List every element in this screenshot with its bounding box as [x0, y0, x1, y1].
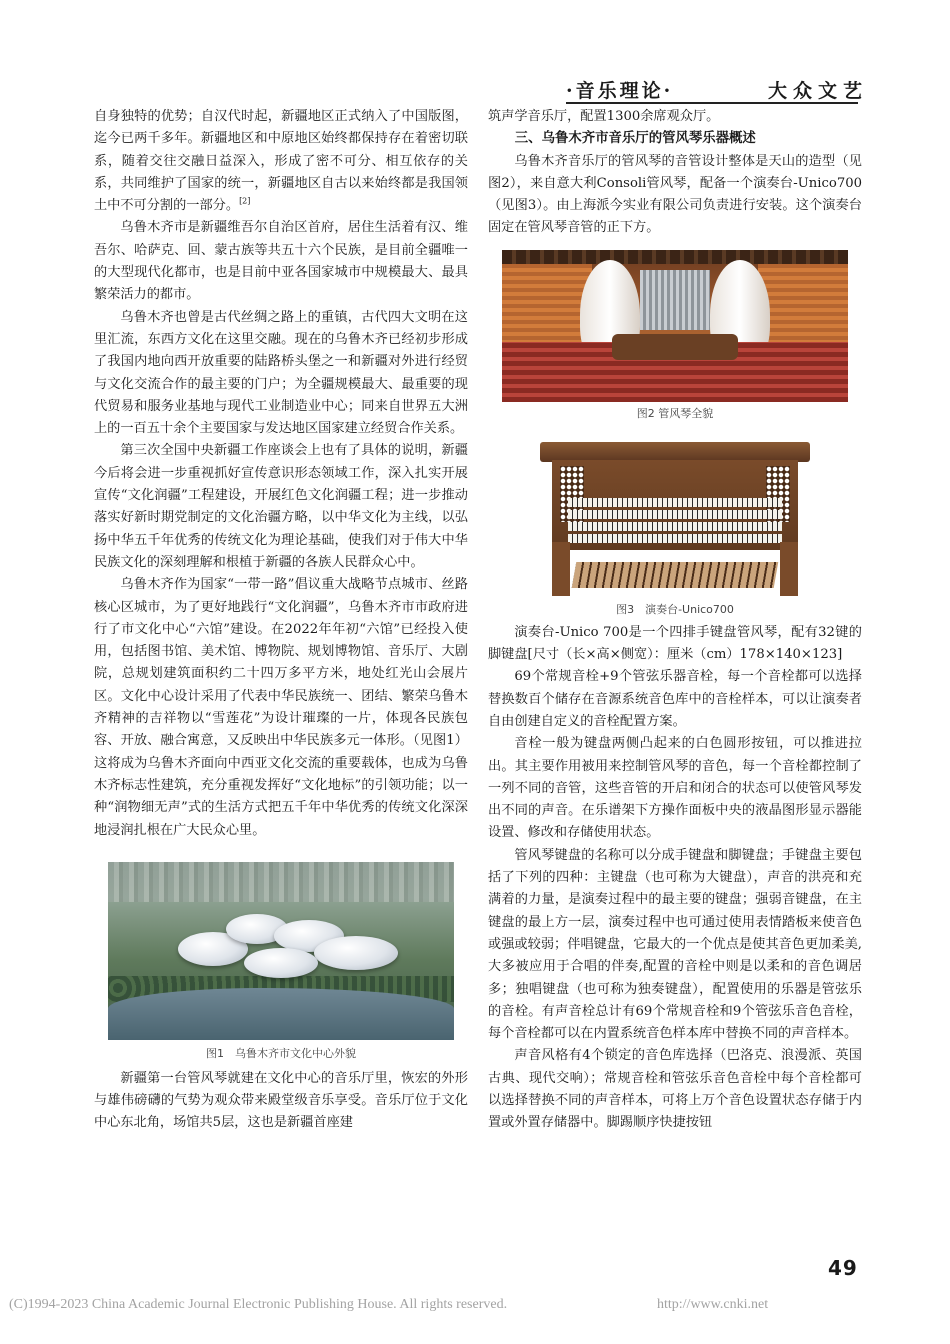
footer-url-link[interactable]: http://www.cnki.net: [657, 1297, 769, 1312]
figure-1: [94, 862, 468, 1062]
ceiling-lights: [502, 250, 848, 264]
right-paragraph-3: 69个常规音栓+9个管弦乐器音栓，每一个音栓都可以选择替换数百个储存在音源系统音色库中的音栓样本，可以让演奏者自由创建自定义的音栓配置方案。: [488, 669, 862, 729]
pedal-keyboard: [572, 562, 779, 588]
manual-keyboard-2: [568, 510, 782, 519]
city-skyline: [108, 862, 454, 902]
left-paragraph-6: 新疆第一台管风琴就建在文化中心的音乐厅里，恢宏的外形与雄伟磅礴的气势为观众带来殿堂级音乐享受。音乐厅位于文化中心东北角，场馆共5层，这也是新疆首座建: [94, 1070, 468, 1131]
figure-3: [488, 442, 862, 618]
culture-center-aerial-image: [108, 862, 454, 1040]
figure-1-caption: 图1 乌鲁木齐市文化中心外貌: [206, 1046, 356, 1060]
lake: [108, 988, 454, 1040]
right-wall: [758, 264, 848, 344]
right-paragraph-4: 音栓一般为键盘两侧凸起来的白色圆形按钮，可以推进拉出。其主要作用被用来控制管风琴的音色，每一个音栓都控制了一列不同的音管，这些音管的开启和闭合的状态可以使管风琴发出不同的声音。在乐谱架下方操作面板中央的液晶图形显示器能设置、修改和存储使用状态。: [488, 736, 862, 841]
footer-copyright: (C)1994-2023 China Academic Journal Electronic Publishing House. All rights reserved.: [9, 1297, 508, 1312]
header-journal: 大众文艺: [768, 80, 869, 102]
organ-console-image: [530, 442, 820, 596]
console-left-leg: [552, 542, 570, 596]
snow-lotus-building-4: [314, 936, 398, 970]
figure-2-caption: 图2 管风琴全貌: [636, 406, 714, 420]
figure-3-caption: 图3 演奏台-Unico700: [616, 602, 734, 616]
header-section: ·音乐理论·: [566, 80, 674, 102]
left-paragraph-2: 乌鲁木齐市是新疆维吾尔自治区首府，居住生活着有汉、维吾尔、哈萨克、回、蒙古族等共五十六个民族，是目前全疆唯一的大型现代化都市，也是目前中亚各国家城市中规模最大、最具繁荣活力的都市。: [94, 220, 468, 303]
right-paragraph-1: 乌鲁木齐音乐厅的管风琴的音管设计整体是天山的造型（见图2），来自意大利Consoli管风琴，配备一个演奏台-Unico700（见图3）。由上海派今实业有限公司负责进行安装。这个演奏台固定在管风琴音管的正下方。: [488, 153, 862, 236]
figure-2: [488, 250, 862, 422]
snow-lotus-building-5: [244, 948, 318, 978]
manual-keyboard-1: [568, 498, 782, 507]
left-wall: [502, 264, 592, 344]
left-column: [94, 106, 468, 1135]
right-paragraph-2: 演奏台-Unico 700是一个四排手键盘管风琴，配有32键的脚键盘[尺寸（长×高×侧宽）：厘米（cm）178×140×123]: [488, 624, 862, 663]
left-paragraph-5: 乌鲁木齐作为国家“一带一路”倡议重大战略节点城市、丝路核心区城市，为了更好地践行“文化润疆”，乌鲁木齐市市政府进行了市文化中心“六馆”建设。在2022年年初“六馆”已经投入使用，包括图书馆、美术馆、博物院、规划博物馆、音乐厅、大剧院，总规划建筑面积约二十四万多平方米，地处红光山会展片区。文化中心设计采用了代表中华民族统一、团结、繁荣乌鲁木齐精神的吉祥物以“雪莲花”为设计璀璨的一片，体现各民族包容、开放、融合寓意，又反映出中华民族多元一体形。（见图1）这将成为乌鲁木齐面向中西亚文化交流的重要载体，也成为乌鲁木齐标志性建筑，充分重视发挥好“文化地标”的引领功能；以一种“润物细无声”式的生活方式把五千年中华优秀的传统文化深深地浸润扎根在广大民众心里。: [94, 577, 468, 838]
citation-2[interactable]: [2]: [239, 196, 251, 206]
console-right-leg: [780, 542, 798, 596]
manual-keyboard-3: [568, 522, 782, 531]
manual-keyboard-4: [568, 534, 782, 543]
page-number: 49: [828, 1256, 858, 1280]
organ-pipes: [640, 270, 710, 330]
right-paragraph-5: 管风琴键盘的名称可以分成手键盘和脚键盘；手键盘主要包括了下列的四种：主键盘（也可称为大键盘），声音的洪亮和充满着的力量，是演奏过程中的最主要的键盘；强弱音键盘，在主键盘的最上方一层，演奏过程中也可通过使用表情踏板来使音色或强或较弱；伴唱键盘，它最大的一个优点是使其音色更加柔美,大多被应用于合唱的伴奏,配置的音栓中则是以柔和的音色调居多；独唱键盘（也可称为独奏键盘），配置使用的乐器是管弦乐的音栓。有声音栓总计有69个常规音栓和9个管弦乐音色音栓，每个音栓都可以在内置系统音色样本库中替换不同的声音样本。: [488, 847, 862, 1042]
stage-floor: [612, 334, 738, 360]
pipe-organ-hall-image: [502, 250, 848, 402]
left-paragraph-3: 乌鲁木齐也曾是古代丝绸之路上的重镇，古代四大文明在这里汇流，东西方文化在这里交融。现在的乌鲁木齐已经初步形成了我国内地向西开放重要的陆路桥头堡之一和新疆对外进行经贸与文化交流合作的最主要的门户；为全疆规模最大、最重要的现代贸易和服务业基地与现代工业制造业中心；同来自世界五大洲上的一百五十余个主要国家与发达地区国家建立经贸合作关系。: [94, 309, 468, 437]
console-top: [540, 442, 810, 462]
section-heading: 三、乌鲁木齐市音乐厅的管风琴乐器概述: [514, 131, 756, 147]
header-rule: [566, 102, 858, 104]
left-paragraph-4: 第三次全国中央新疆工作座谈会上也有了具体的说明，新疆今后将会进一步重视抓好宣传意识形态领域工作，深入扎实开展宣传“文化润疆”工程建设，开展红色文化润疆工程；进一步推动落实好新时期党制定的文化治疆方略，以中华文化为主线，以弘扬中华五千年优秀的传统文化为理论基础，使我们对于伟大中华民族文化的深刻理解和根植于新疆的各族人民群众心中。: [94, 443, 468, 570]
right-paragraph-6: 声音风格有4个锁定的音色库选择（巴洛克、浪漫派、英国古典、现代交响）；常规音栓和管弦乐音色音栓中每个音栓都可以选择替换不同的声音样本，可将上万个音色设置状态存储于内置或外置存储器中。脚踢顺序快捷按钮: [488, 1048, 862, 1131]
left-paragraph-1: 自身独特的优势；自汉代时起，新疆地区正式纳入了中国版图，迄今已两千多年。新疆地区和中原地区始终都保持存在着密切联系，随着交往交融日益深入，形成了密不可分、相互依存的关系，共同维护了国家的统一，新疆地区自古以来始终都是我国领土中不可分割的一部分。[2]: [94, 109, 468, 214]
right-paragraph-0: 筑声学音乐厅，配置1300余席观众厅。: [488, 109, 720, 124]
right-column: [488, 106, 862, 1135]
